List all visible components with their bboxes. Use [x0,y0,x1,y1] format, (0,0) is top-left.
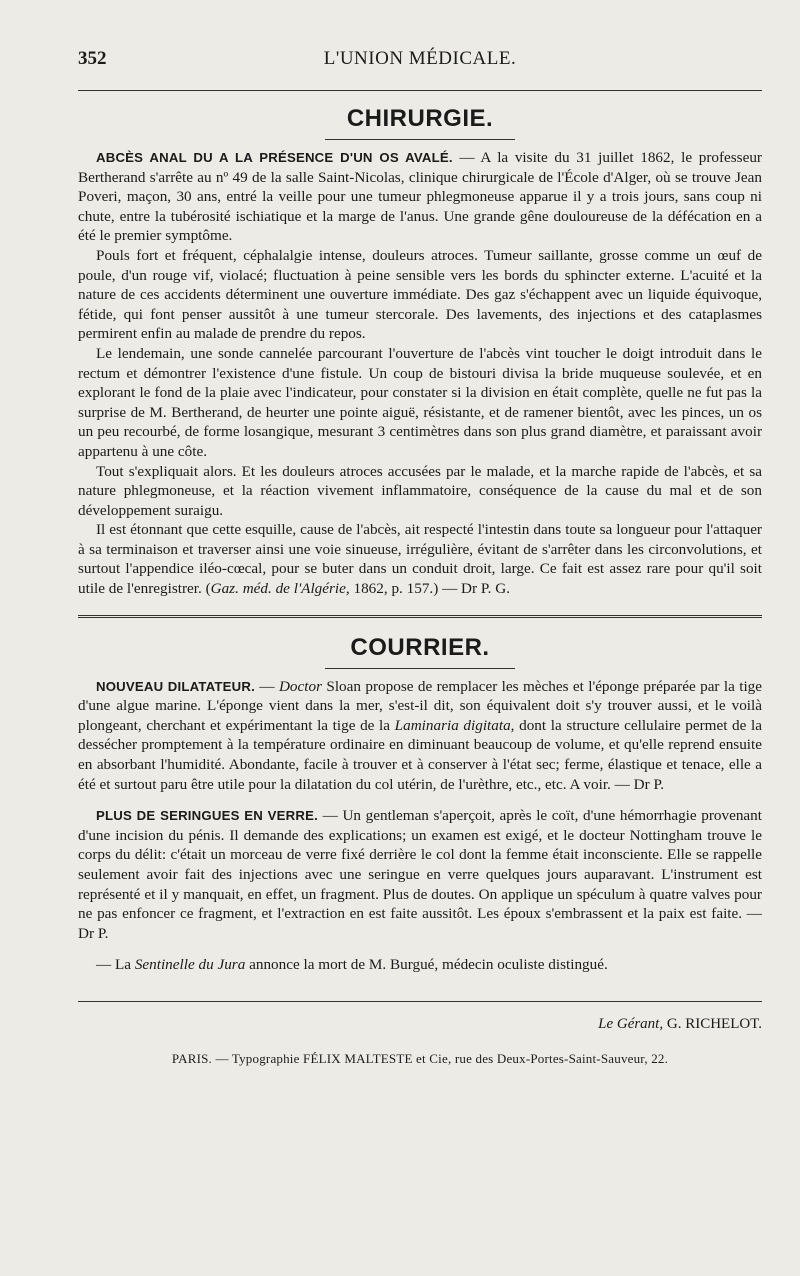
spacer [78,794,762,806]
news-item [78,677,762,795]
paragraph-text: — Un gentleman s'aperçoit, après le coït, d'une hémorrhagie provenant d'une incision du pénis. Il demande des explications; un examen est exigé, et le docteur Nottingham trouve le corps du délit: c'était un morceau de verre fixé derrière le col dont la femme était inconsciente. Elle se rappelle seulement avoir fait des injections avec une seringue en verre quelques jours auparavant. L'instrument est représenté et il y manquait, en effet, un fragment. Plus de doutes. On applique un spéculum à quatre valves pour ne pas enfoncer ce fragment, et l'extraction en est faite aussitôt. Les époux s'embrassent et la paix est faite. — Dr P. [78,807,762,942]
article-paragraph: Pouls fort et fréquent, céphalalgie intense, douleurs atroces. Tumeur saillante, grosse comme un œuf de poule, d'un rouge vif, violacé; fluctuation à peine sensible vers les bords du sphincter externe. L'acuité et la nature de ces accidents déterminent une ouverture immédiate. Des gaz s'échappent avec un liquide équivoque, fétide, qui font penser aussitôt à une tumeur stercorale. Des lavements, des injections et des cataplasmes permirent enfin au malade de prendre du repos. [78,246,762,343]
page-number: 352 [78,48,107,69]
article-paragraph [78,520,762,598]
news-item-title: PLUS DE SERINGUES EN VERRE. [96,808,318,824]
news-item-title: NOUVEAU DILATATEUR. [96,678,255,694]
article-paragraph: Le lendemain, une sonde cannelée parcourant l'ouverture de l'abcès vint toucher le doigt introduit dans le rectum et démontrer l'existence d'une fistule. Un coup de bistouri divisa la bride muqueuse soulevée, et en explorant le fond de la plaie avec l'indicateur, pour constater si la division en était complète, quelle ne fut pas la surprise de M. Bertherand, de heurter une pointe aiguë, résistante, et de ramener bientôt, avec les pinces, un os un peu recourbé, de forme losangique, mesurant 3 centimètres dans son plus grand diamètre, et paraissant avoir appartenu à une côte. [78,344,762,460]
gerant-name: G. RICHELOT. [663,1015,762,1032]
section-chirurgie [78,105,762,599]
gerant-label: Le Gérant, [598,1015,664,1032]
paragraph-text: dont la structure cellulaire permet de la dessécher promptement à la température ordinaire en diminuant beaucoup de volume, et qu'elle reprend ensuite en absorbant l'humidité. Abondante, facile à trouver et à conserver à l'état sec; ferme, élastique et tenace, elle a été et surtout paru être utile pour la dilatation du col utérin, de l'urèthre, etc., etc. A voir. — Dr P. [78,716,762,793]
paragraph-text: — A la visite du 31 juillet 1862, le professeur Bertherand s'arrête au nº 49 de la salle Saint-Nicolas, clinique chirurgicale de l'École d'Alger, où se trouve Jean Poveri, maçon, 30 ans, entré la veille pour une tumeur phlegmoneuse apparue il y a trois jours, sans coup ni chute, entre la tubérosité ischiatique et la marge de l'anus. Une grande gêne douloureuse de la défécation en a été le premier symptôme. [78,149,762,245]
news-item [78,955,762,975]
spacer [78,943,762,955]
header-rule [78,90,762,91]
paragraph-text: Sloan propose de remplacer les mèches et l'éponge préparée par la tige d'une algue marine. L'éponge vient dans la mer, s'est-il dit, son équivalent doit s'y trouver aussi, et le voilà plongeant, cherchant et expérimentant la tige de la [78,677,763,734]
article-paragraph: Tout s'expliquait alors. Et les douleurs atroces accusées par le malade, et la marche rapide de l'abcès, et sa nature phlegmoneuse, et la réaction vivement inflammatoire, conséquence de la cause du mal et de son développement suraigu. [78,462,762,519]
section-title-courrier: COURRIER. [350,633,490,661]
paragraph-text: annonce la mort de M. Burgué, médecin oculiste distingué. [245,956,608,974]
source-citation: Gaz. méd. de l'Algérie, [210,580,350,598]
running-head [78,44,762,76]
paragraph-text: — [254,677,279,695]
news-item [78,806,762,943]
doctor-word: Doctor [278,677,322,695]
gerant-signature [78,1016,762,1033]
article-lead-title: ABCÈS ANAL DU A LA PRÉSENCE D'UN OS AVALÉ. [96,150,453,165]
section-divider [78,615,762,618]
paragraph-text: 1862, p. 157.) — Dr P. G. [349,580,511,598]
section-title-chirurgie: CHIRURGIE. [346,105,494,132]
article-paragraph [78,148,762,246]
section-courrier [78,634,762,975]
paragraph-text: Il est étonnant que cette esquille, cause de l'abcès, ait respecté l'intestin dans toute sa longueur pour l'attaquer à sa terminaison et traverser ainsi une voie sinueuse, irrégulière, évitant de s'arrêter dans les circonvolutions, et surtout l'appendice iléo-cœcal, pour se buter dans un conduit droit, large. Ce fait est assez rare pour qu'il soit utile de l'enregistrer. ( [78,521,762,598]
journal-title: L'UNION MÉDICALE. [323,48,517,69]
paragraph-text: — La [96,956,135,974]
title-rule [325,139,515,140]
species-name: Laminaria digitata, [394,716,515,734]
printer-imprint: PARIS. — Typographie FÉLIX MALTESTE et Cie, rue des Deux-Portes-Saint-Sauveur, 22. [171,1050,669,1066]
footer-rule [78,1001,762,1002]
newspaper-name: Sentinelle du Jura [134,956,246,974]
title-rule [325,668,515,669]
